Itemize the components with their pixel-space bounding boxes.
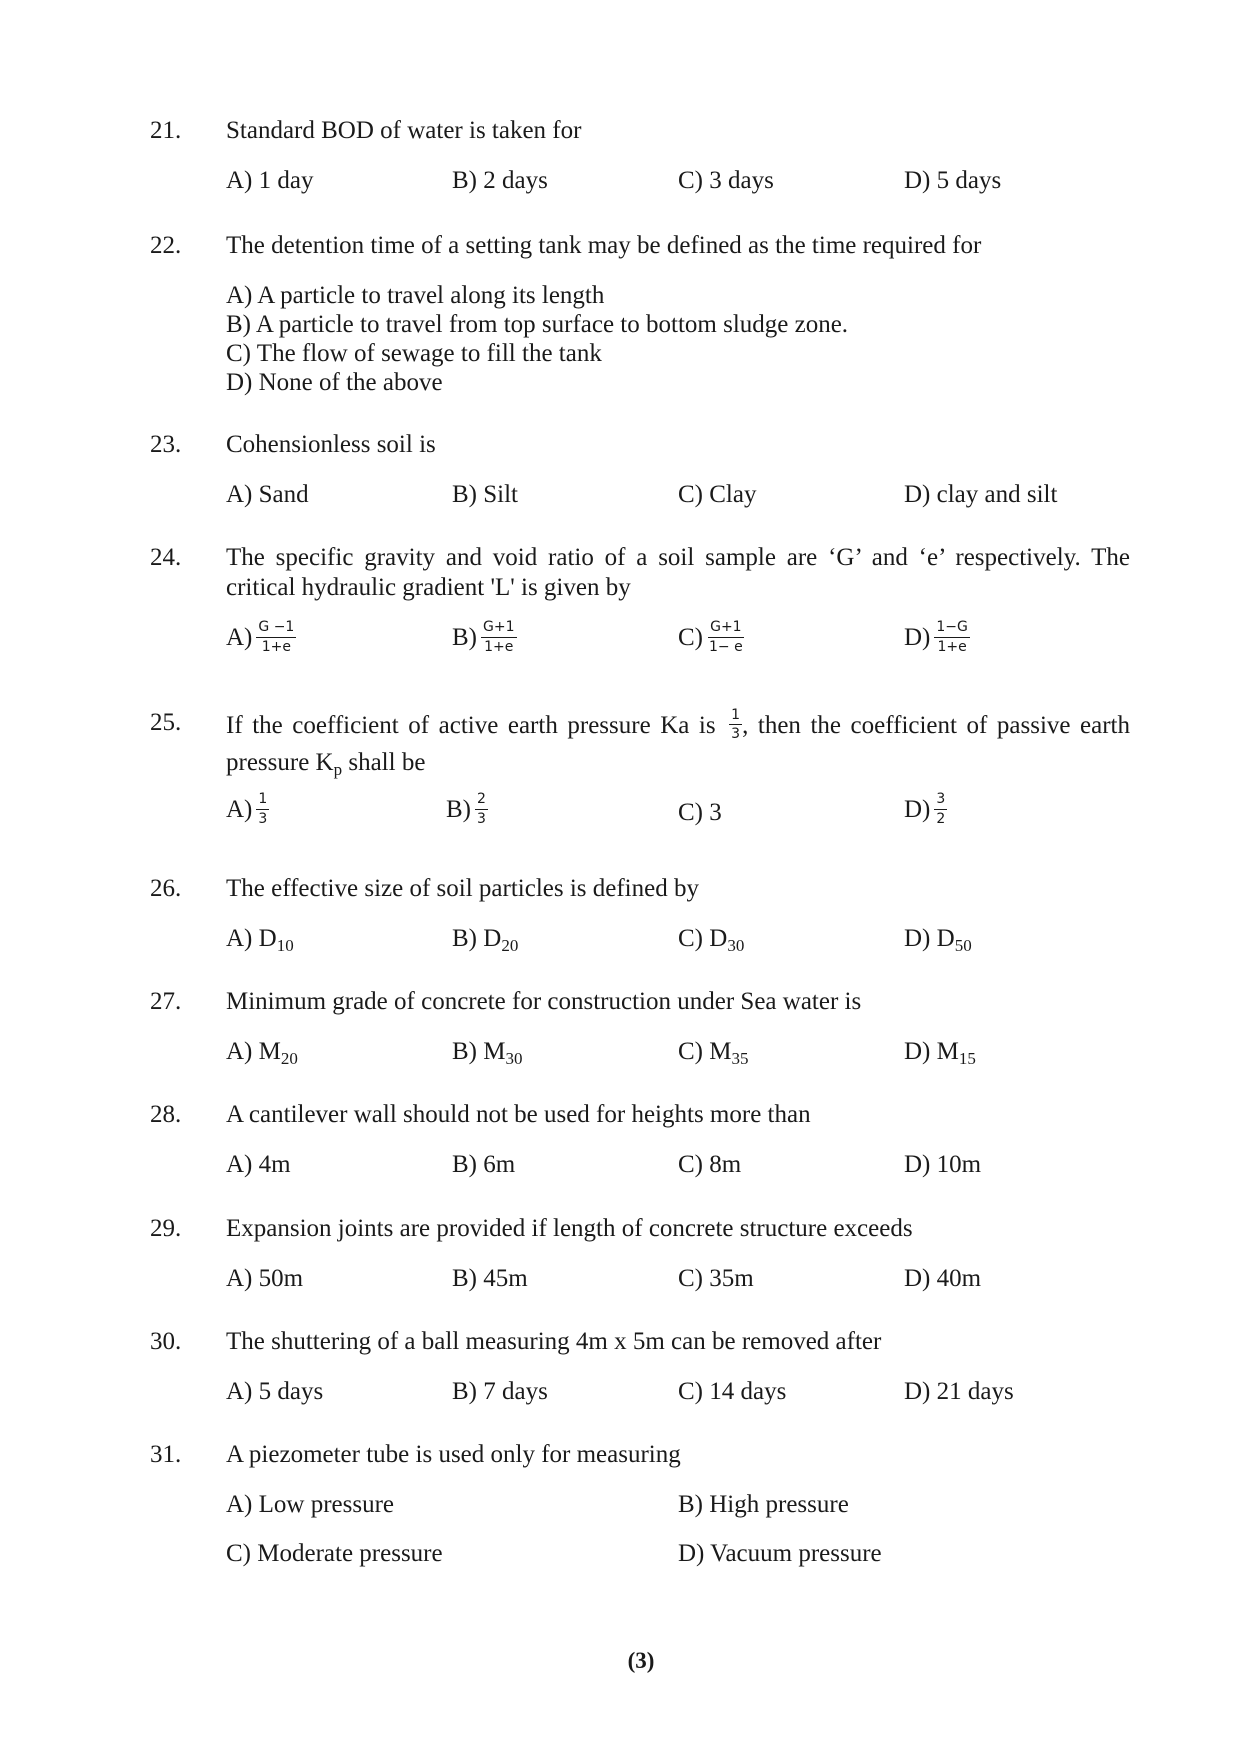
fraction-numerator: G −1 [256, 619, 296, 638]
page-number: (3) [627, 1648, 655, 1673]
option-c: C) 14 days [678, 1378, 787, 1405]
fraction-denominator: 1+e [937, 639, 967, 655]
option-d: D) 40m [904, 1265, 982, 1292]
question-number: 24. [150, 544, 182, 571]
option-c: C) 3 [678, 799, 722, 826]
option-label: C) [678, 624, 703, 652]
option-label: A) D [226, 925, 277, 952]
stem-text: , then the coefficient of passive earth pressure K [226, 712, 1131, 776]
option-label: C) D [678, 925, 728, 952]
option-b [452, 621, 517, 658]
option-a: A) 5 days [226, 1378, 324, 1405]
fraction-numerator: 1 [731, 706, 741, 723]
option-b: B) High pressure [678, 1491, 849, 1518]
option-d: D) clay and silt [904, 481, 1058, 508]
option-b: B) 45m [452, 1265, 528, 1292]
subscript: p [333, 759, 343, 779]
subscript: 20 [280, 1049, 298, 1068]
option-b: B) 7 days [452, 1378, 548, 1405]
option-c: C) 3 days [678, 167, 774, 194]
fraction-numerator: G+1 [708, 619, 744, 638]
question-number: 22. [150, 232, 182, 259]
option-d: D) 21 days [904, 1378, 1014, 1405]
fraction [707, 619, 745, 656]
fraction-denominator: 1+e [484, 639, 514, 655]
fraction-numerator: 1 [256, 791, 269, 810]
option-label: D) D [904, 925, 955, 952]
option-b: B) A particle to travel from top surface to bottom sludge zone. [226, 311, 849, 338]
option-d [904, 621, 970, 658]
fraction-denominator: 1+e [261, 639, 291, 655]
question-stem: The shuttering of a ball measuring 4m x 5m can be removed after [226, 1328, 882, 1355]
option-b: B) 6m [452, 1151, 516, 1178]
option-a: A) Low pressure [226, 1491, 395, 1518]
question-number: 26. [150, 875, 182, 902]
question-stem [226, 708, 1130, 780]
option-c [678, 1037, 748, 1067]
option-d: D) 5 days [904, 167, 1002, 194]
question-stem: A cantilever wall should not be used for heights more than [226, 1101, 811, 1128]
question-stem: Minimum grade of concrete for construction under Sea water is [226, 988, 862, 1015]
option-b [452, 1037, 522, 1067]
fraction [934, 791, 947, 828]
fraction-numerator: 3 [934, 791, 947, 810]
option-a [226, 793, 269, 830]
question-number: 21. [150, 117, 182, 144]
question-number: 23. [150, 431, 182, 458]
subscript: 30 [727, 936, 745, 955]
fraction [475, 791, 488, 828]
option-d [904, 793, 947, 830]
stem-text: If the coefficient of active earth pressure Ka is [226, 712, 716, 739]
option-a [226, 1037, 298, 1067]
fraction [934, 619, 970, 656]
question-stem: The specific gravity and void ratio of a soil sample are ‘G’ and ‘e’ respectively. The critical hydraulic gradient 'L' is given by [226, 544, 1130, 601]
fraction-denominator: 3 [258, 811, 268, 827]
subscript: 30 [505, 1049, 523, 1068]
option-c [678, 621, 745, 658]
option-d: D) Vacuum pressure [678, 1540, 882, 1567]
question-number: 29. [150, 1215, 182, 1242]
option-label: A) M [226, 1038, 281, 1065]
option-a [226, 621, 296, 658]
fraction [481, 619, 517, 656]
question-stem: Expansion joints are provided if length of concrete structure exceeds [226, 1215, 913, 1242]
fraction-numerator: 2 [475, 791, 488, 810]
option-c: C) 8m [678, 1151, 742, 1178]
question-number: 31. [150, 1441, 182, 1468]
fraction-denominator: 3 [731, 725, 741, 742]
fraction-denominator: 3 [477, 811, 486, 827]
question-stem: Standard BOD of water is taken for [226, 117, 582, 144]
option-c: C) Clay [678, 481, 757, 508]
question-number: 25. [150, 709, 182, 736]
option-c: C) The flow of sewage to fill the tank [226, 340, 602, 367]
option-label: B) M [452, 1038, 506, 1065]
option-b [446, 793, 488, 830]
option-label: A) [226, 624, 253, 652]
fraction [256, 619, 296, 656]
subscript: 10 [276, 936, 294, 955]
option-b: B) 2 days [452, 167, 548, 194]
option-label: D) [904, 796, 931, 824]
option-a: A) 1 day [226, 167, 314, 194]
question-stem: The detention time of a setting tank may be defined as the time required for [226, 232, 982, 259]
option-label: B) D [452, 925, 502, 952]
option-b: B) Silt [452, 481, 518, 508]
subscript: 35 [731, 1049, 749, 1068]
question-stem: A piezometer tube is used only for measuring [226, 1441, 681, 1468]
option-a [226, 924, 294, 954]
option-a: A) 50m [226, 1265, 304, 1292]
fraction [729, 707, 742, 742]
question-stem: The effective size of soil particles is defined by [226, 875, 699, 902]
option-c: C) Moderate pressure [226, 1540, 443, 1567]
question-number: 27. [150, 988, 182, 1015]
subscript: 15 [958, 1049, 976, 1068]
question-number: 30. [150, 1328, 182, 1355]
option-c: C) 35m [678, 1265, 754, 1292]
subscript: 20 [501, 936, 519, 955]
option-d [904, 1037, 976, 1067]
option-label: D) [904, 624, 931, 652]
subscript: 50 [954, 936, 972, 955]
option-d: D) 10m [904, 1151, 982, 1178]
option-d: D) None of the above [226, 369, 443, 396]
option-b [452, 924, 518, 954]
stem-text: shall be [342, 748, 426, 776]
option-d [904, 924, 972, 954]
option-label: C) M [678, 1038, 732, 1065]
question-stem: Cohensionless soil is [226, 431, 436, 458]
option-a: A) Sand [226, 481, 309, 508]
question-number: 28. [150, 1101, 182, 1128]
option-label: D) M [904, 1038, 959, 1065]
fraction-denominator: 2 [936, 811, 946, 827]
fraction-numerator: G+1 [481, 619, 517, 638]
option-label: B) [452, 624, 477, 652]
fraction-denominator: 1− e [709, 639, 743, 655]
option-label: A) [226, 796, 253, 824]
option-a: A) 4m [226, 1151, 291, 1178]
option-c [678, 924, 744, 954]
fraction [256, 791, 269, 828]
fraction-numerator: 1−G [934, 619, 970, 638]
option-label: B) [446, 796, 471, 824]
option-a: A) A particle to travel along its length [226, 282, 605, 309]
